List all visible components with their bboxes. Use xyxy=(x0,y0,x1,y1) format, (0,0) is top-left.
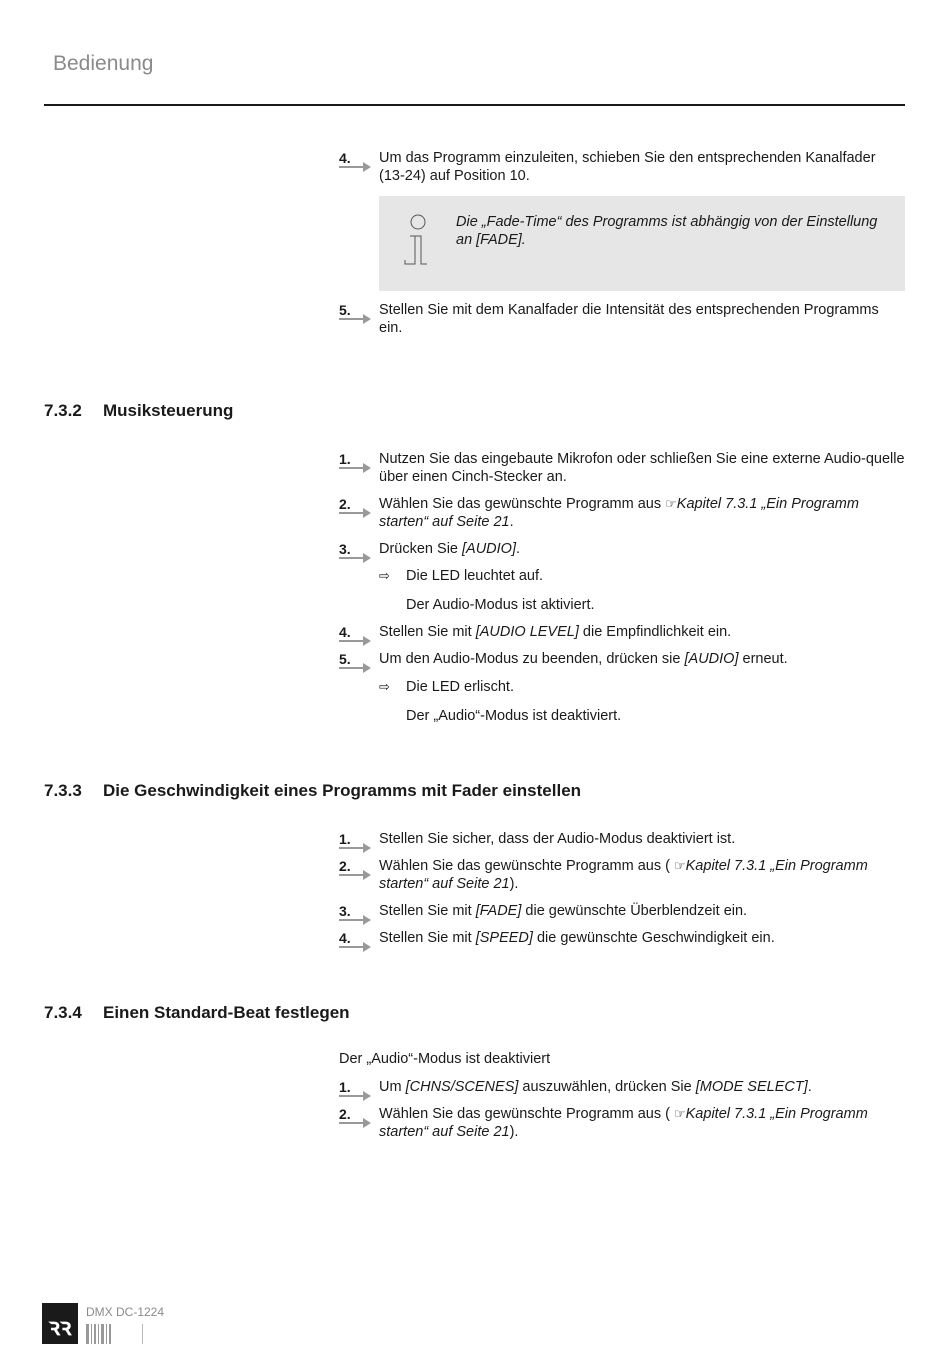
result-text: Die LED erlischt. xyxy=(406,679,514,695)
step-item: 4. Stellen Sie mit [SPEED] die gewünschte Geschwindigkeit ein. xyxy=(339,929,905,947)
section-heading xyxy=(44,781,581,801)
step-number: 4. xyxy=(339,930,351,946)
intro-text: Der „Audio“-Modus ist deaktiviert xyxy=(339,1051,551,1067)
chapter-reference-link[interactable]: Kapitel 7.3.1 „Ein Programm starten“ auf Seite 21 xyxy=(379,858,868,892)
step-arrow-icon xyxy=(339,843,373,853)
step-list xyxy=(339,450,905,486)
step-item xyxy=(339,149,905,185)
step-item: 1. Um [CHNS/SCENES] auszuwählen, drücken Sie [MODE SELECT]. xyxy=(339,1078,905,1096)
section-heading xyxy=(44,1003,350,1023)
section-title: Einen Standard-Beat festlegen xyxy=(103,1003,350,1022)
step-arrow-icon xyxy=(339,508,373,518)
result-item xyxy=(339,567,905,585)
step-arrow-icon xyxy=(339,663,373,673)
step-number: 4. xyxy=(339,624,351,640)
step-list xyxy=(339,540,905,558)
step-list xyxy=(339,830,905,848)
step-list xyxy=(339,857,905,893)
sub-text: Der „Audio“-Modus ist deaktiviert. xyxy=(406,708,622,724)
section-title: Musiksteuerung xyxy=(103,401,234,420)
header-divider xyxy=(44,104,905,106)
reference-icon: ☞ xyxy=(673,1106,686,1121)
step-arrow-icon xyxy=(339,1091,373,1101)
step-list xyxy=(339,149,905,185)
brand-logo: ꝛꝛ xyxy=(42,1303,78,1344)
result-text: Die LED leuchtet auf. xyxy=(406,568,544,584)
key-label: [FADE] xyxy=(475,903,522,919)
info-note xyxy=(379,196,905,291)
section-number: 7.3.2 xyxy=(44,401,82,420)
step-number: 2. xyxy=(339,858,351,874)
key-label: [CHNS/SCENES] xyxy=(405,1079,519,1095)
step-number: 5. xyxy=(339,302,351,318)
step-item xyxy=(339,830,905,848)
reference-icon: ☞ xyxy=(665,496,677,511)
step-number: 2. xyxy=(339,496,351,512)
step-item: 2. Wählen Sie das gewünschte Programm aus ( ☞Kapitel 7.3.1 „Ein Programm starten“ auf Seite 21). xyxy=(339,1106,868,1140)
key-label: [SPEED] xyxy=(475,930,533,946)
step-arrow-icon xyxy=(339,942,373,952)
step-number: 2. xyxy=(339,1106,351,1122)
step-list xyxy=(339,1078,905,1096)
step-arrow-icon xyxy=(339,553,373,563)
reference-icon: ☞ xyxy=(673,858,686,873)
step-text: Stellen Sie mit dem Kanalfader die Intensität des entsprechenden Programms ein. xyxy=(379,302,879,336)
key-label: [AUDIO LEVEL] xyxy=(475,624,579,640)
step-list xyxy=(339,301,905,337)
step-number: 5. xyxy=(339,651,351,667)
step-arrow-icon xyxy=(339,870,373,880)
chapter-reference-link[interactable]: Kapitel 7.3.1 „Ein Programm starten“ auf Seite 21 xyxy=(379,1106,868,1140)
step-list xyxy=(339,929,905,947)
step-arrow-icon xyxy=(339,162,373,172)
step-text: Um das Programm einzuleiten, schieben Sie den entsprechenden Kanalfader (13-24) auf Position 10. xyxy=(379,150,876,184)
step-number: 3. xyxy=(339,903,351,919)
step-number: 3. xyxy=(339,541,351,557)
step-item: 3. Stellen Sie mit [FADE] die gewünschte Überblendzeit ein. xyxy=(339,902,905,920)
chapter-reference-link[interactable]: Kapitel 7.3.1 „Ein Programm starten“ auf Seite 21 xyxy=(379,496,859,530)
step-arrow-icon xyxy=(339,1118,373,1128)
step-number: 1. xyxy=(339,1079,351,1095)
step-arrow-icon xyxy=(339,463,373,473)
section-title: Die Geschwindigkeit eines Programms mit Fader einstellen xyxy=(103,781,582,800)
step-item: 4. Stellen Sie mit [AUDIO LEVEL] die Empfindlichkeit ein. xyxy=(339,623,905,641)
step-list xyxy=(339,650,905,668)
sub-text: Der Audio-Modus ist aktiviert. xyxy=(406,597,595,613)
step-number: 1. xyxy=(339,451,351,467)
step-item: 2. Wählen Sie das gewünschte Programm aus ( ☞Kapitel 7.3.1 „Ein Programm starten“ auf Seite 21). xyxy=(339,858,868,892)
step-list xyxy=(339,1105,905,1141)
result-arrow-icon: ⇨ xyxy=(379,568,390,583)
page-header-title: Bedienung xyxy=(53,52,154,75)
step-item xyxy=(339,301,905,337)
step-item: 3. Drücken Sie [AUDIO]. xyxy=(339,540,905,558)
key-label: [MODE SELECT] xyxy=(695,1079,808,1095)
step-arrow-icon xyxy=(339,915,373,925)
info-icon xyxy=(401,214,435,268)
step-item: 2. Wählen Sie das gewünschte Programm aus ☞Kapitel 7.3.1 „Ein Programm starten“ auf Seite 21. xyxy=(339,496,859,530)
step-number: 4. xyxy=(339,150,351,166)
step-arrow-icon xyxy=(339,636,373,646)
step-text: Nutzen Sie das eingebaute Mikrofon oder schließen Sie eine externe Audio-quelle über einen Cinch-Stecker an. xyxy=(379,451,905,485)
step-item xyxy=(339,450,905,486)
step-list xyxy=(339,495,905,531)
result-item xyxy=(339,678,905,696)
section-number: 7.3.3 xyxy=(44,781,82,800)
step-text: Stellen Sie sicher, dass der Audio-Modus deaktiviert ist. xyxy=(379,831,736,847)
section-number: 7.3.4 xyxy=(44,1003,82,1022)
step-item: 5. Um den Audio-Modus zu beenden, drücken sie [AUDIO] erneut. xyxy=(339,650,905,668)
step-arrow-icon xyxy=(339,314,373,324)
step-list xyxy=(339,902,905,920)
key-label: [AUDIO] xyxy=(462,541,516,557)
footer-model-name: DMX DC-1224 xyxy=(86,1305,165,1319)
result-arrow-icon: ⇨ xyxy=(379,679,390,694)
note-text: Die „Fade-Time“ des Programms ist abhängig von der Einstellung an [FADE]. xyxy=(456,214,878,248)
step-number: 1. xyxy=(339,831,351,847)
step-list xyxy=(339,623,905,641)
section-heading xyxy=(44,401,233,421)
key-label: [AUDIO] xyxy=(684,651,739,667)
barcode-icon xyxy=(86,1324,146,1344)
